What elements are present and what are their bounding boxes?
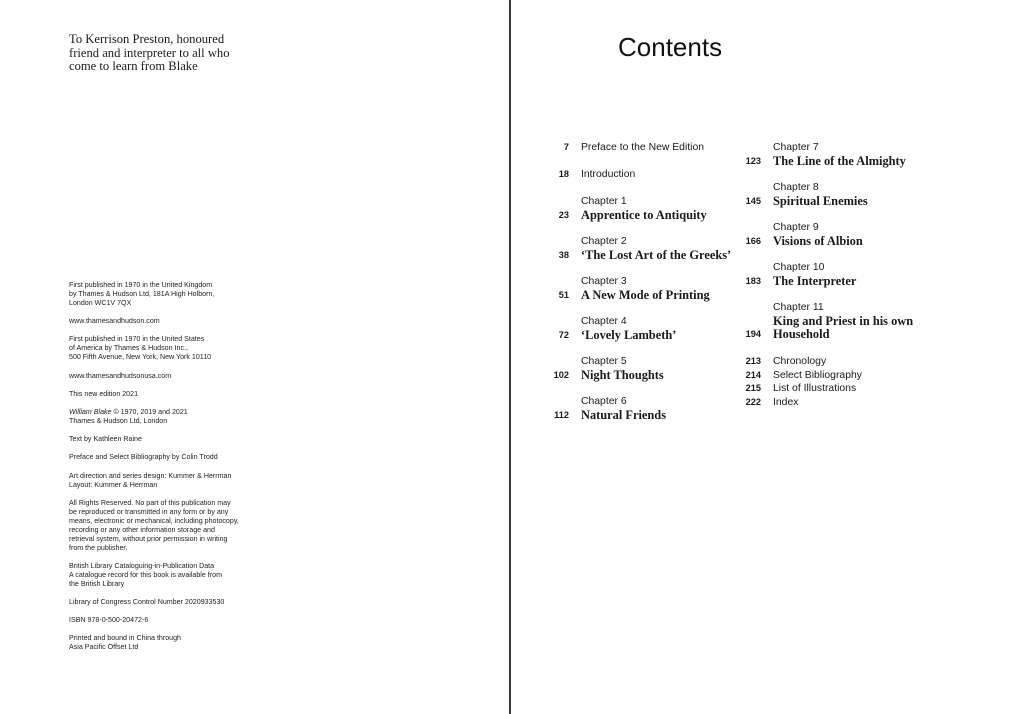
printed-by: [69, 634, 279, 652]
imprint-line: 500 Fifth Avenue, New York, New York 10110: [69, 353, 212, 362]
toc-entry: [745, 181, 1003, 208]
toc-entry: [745, 301, 1003, 342]
toc-entry: [745, 261, 1003, 288]
toc-entry-text: List of Illustrations: [773, 383, 857, 394]
isbn: [69, 616, 279, 625]
toc-page-number: 18: [558, 169, 569, 179]
toc-chapter-title: Night Thoughts: [581, 367, 664, 382]
imprint-line: from the publisher.: [69, 543, 128, 552]
toc-entry: [745, 382, 1003, 396]
toc-entry: [745, 221, 1003, 248]
toc-page-number: 112: [554, 409, 569, 420]
website-uk: [69, 317, 279, 326]
toc-entry: [558, 168, 781, 182]
toc-chapter-label: Chapter 10: [773, 262, 825, 273]
toc-chapter-title: ‘Lovely Lambeth’: [581, 327, 677, 342]
imprint-line: Printed and bound in China through: [69, 634, 182, 643]
imprint-block: [69, 281, 279, 662]
imprint-line: [69, 408, 279, 417]
imprint-line: London WC1V 7QX: [69, 299, 132, 307]
toc-page-number: 213: [745, 356, 761, 366]
toc-page-number: 51: [558, 289, 569, 300]
toc-chapter-title: The Interpreter: [773, 273, 857, 288]
copyright-years: © 1970, 2019 and 2021: [111, 407, 188, 416]
imprint-line: Text by Kathleen Raine: [69, 435, 142, 444]
toc-entry: [745, 369, 1003, 383]
imprint-line: retrieval system, without prior permission in writing: [69, 534, 228, 543]
imprint-line: This new edition 2021: [69, 389, 139, 398]
toc-chapter-title: A New Mode of Printing: [581, 287, 710, 302]
toc-entry: [563, 141, 781, 155]
contents-title: Contents: [618, 32, 723, 62]
toc-page-number: 194: [745, 329, 761, 339]
toc-chapter-title: King and Priest in his own: [773, 313, 914, 328]
toc-page-number: 72: [558, 329, 569, 340]
toc-entry: [745, 355, 1003, 369]
copyright-title: William Blake: [69, 407, 112, 416]
toc-chapter-label: Chapter 3: [581, 276, 627, 287]
imprint-line: Preface and Select Bibliography by Colin Trodd: [69, 453, 218, 462]
rights-notice: [69, 499, 279, 553]
imprint-line: Layout: Kummer & Herrman: [69, 480, 158, 489]
toc-chapter-label: Chapter 1: [581, 196, 627, 207]
toc-chapter-title: ‘The Lost Art of the Greeks’: [581, 247, 732, 262]
imprint-line: the British Library: [69, 579, 125, 588]
toc-chapter-title: Natural Friends: [581, 407, 667, 422]
toc-chapter-label: Chapter 4: [581, 316, 627, 327]
imprint-line: means, electronic or mechanical, including photocopy,: [69, 516, 239, 525]
left-page: [0, 0, 509, 714]
toc-entry-text: Index: [773, 396, 799, 408]
toc-entry: [745, 396, 1003, 410]
toc-chapter-label: Chapter 5: [581, 356, 627, 367]
imprint-line: Thames & Hudson Ltd, London: [69, 416, 168, 425]
toc-column-right: [745, 141, 1003, 409]
toc-page-number: 215: [745, 383, 761, 393]
toc-entry: [745, 141, 1003, 168]
toc-chapter-title: The Line of the Almighty: [773, 153, 906, 168]
imprint-line: recording or any other information storage and: [69, 525, 215, 534]
dedication-line: friend and interpreter to all who: [69, 45, 230, 60]
toc-chapter-label: Chapter 7: [773, 142, 819, 153]
first-published-us: [69, 335, 279, 362]
copyright-notice: [69, 408, 279, 426]
imprint-line: Library of Congress Control Number 2020933530: [69, 598, 225, 607]
imprint-line: of America by Thames & Hudson Inc.,: [69, 344, 188, 353]
toc-entry-text: Introduction: [581, 169, 636, 180]
imprint-line: British Library Cataloguing-in-Publication Data: [69, 561, 215, 570]
dedication: [69, 33, 269, 74]
toc-page-number: 222: [745, 396, 761, 407]
loc-number: [69, 598, 279, 607]
first-published-uk: [69, 281, 279, 308]
new-edition: [69, 390, 279, 399]
imprint-line: A catalogue record for this book is available from: [69, 570, 222, 579]
imprint-line: Art direction and series design: Kummer & Herrman: [69, 471, 232, 480]
toc-chapter-title: Household: [773, 327, 830, 341]
dedication-line: come to learn from Blake: [69, 59, 198, 74]
toc-chapter-title: Spiritual Enemies: [773, 193, 868, 208]
toc-entry-text: Select Bibliography: [773, 369, 862, 381]
toc-page-number: 145: [745, 195, 761, 206]
imprint-line: by Thames & Hudson Ltd, 181A High Holborn,: [69, 290, 215, 298]
text-by: [69, 435, 279, 444]
toc-entry-text: Preface to the New Edition: [581, 142, 705, 153]
right-page: [511, 0, 1020, 714]
toc-chapter-label: Chapter 11: [773, 302, 824, 313]
dedication-line: To Kerrison Preston, honoured: [69, 32, 225, 46]
toc-chapter-label: Chapter 9: [773, 222, 819, 233]
toc-chapter-title: Apprentice to Antiquity: [581, 207, 707, 222]
toc-page-number: 7: [563, 142, 569, 152]
imprint-line: ISBN 978-0-500-20472-6: [69, 616, 149, 625]
website-us: [69, 372, 279, 381]
toc-page-number: 166: [745, 235, 761, 246]
toc-chapter-label: Chapter 6: [581, 396, 627, 407]
toc-page-number: 214: [745, 369, 761, 380]
toc-page-number: 102: [553, 369, 569, 380]
imprint-line: First published in 1970 in the United States: [69, 335, 205, 344]
toc-page-number: 23: [558, 209, 569, 220]
imprint-line: www.thamesandhudson.com: [69, 317, 160, 326]
toc-entry-text: Chronology: [773, 356, 827, 367]
toc-chapter-label: Chapter 8: [773, 182, 819, 193]
cip-data: [69, 562, 279, 589]
toc-page-number: 183: [745, 275, 761, 286]
art-direction: [69, 472, 279, 490]
imprint-line: First published in 1970 in the United Kingdom: [69, 281, 213, 289]
toc-chapter-label: Chapter 2: [581, 236, 627, 247]
imprint-line: Asia Pacific Offset Ltd: [69, 643, 139, 652]
imprint-line: be reproduced or transmitted in any form or by any: [69, 507, 229, 516]
toc-page-number: 123: [745, 155, 761, 166]
toc-page-number: 38: [558, 249, 569, 260]
toc-chapter-title: Visions of Albion: [773, 233, 863, 248]
imprint-line: All Rights Reserved. No part of this publication may: [69, 498, 231, 507]
preface-by: [69, 453, 279, 462]
imprint-line: www.thamesandhudsonusa.com: [69, 371, 172, 380]
